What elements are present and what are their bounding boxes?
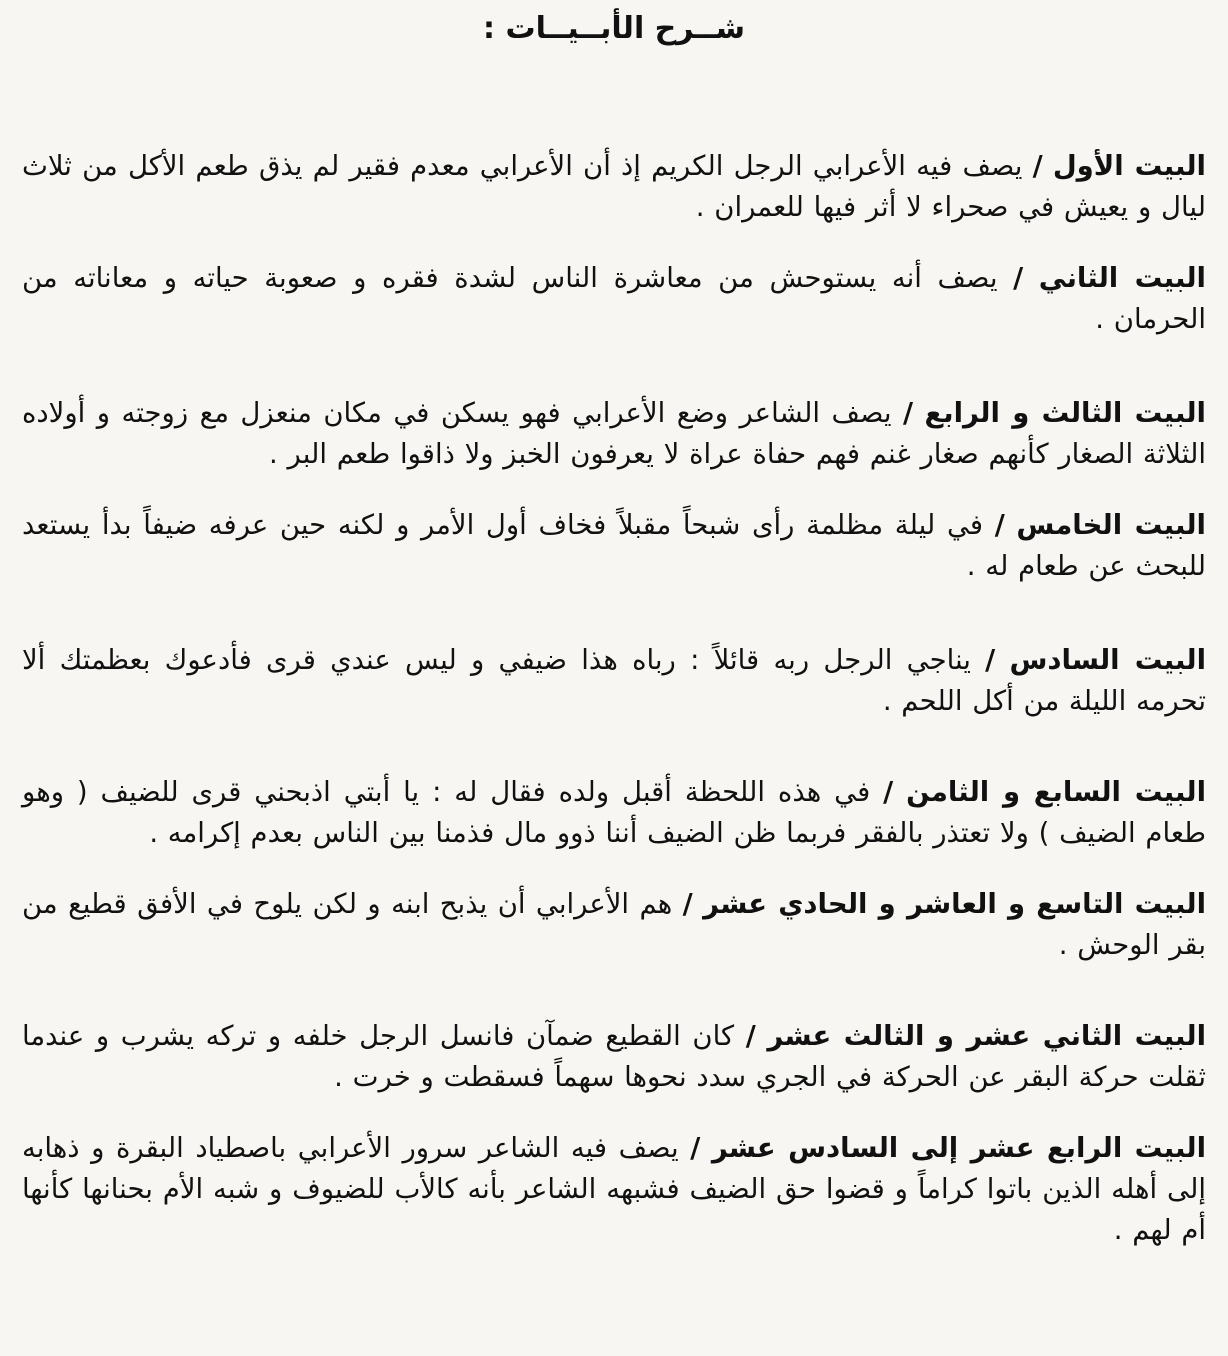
entry-verse-7-8 xyxy=(22,772,1206,854)
page-title: شــرح الأبــيــات : xyxy=(483,11,745,46)
entry-text: يناجي الرجل ربه قائلاً : رباه هذا ضيفي و ليس عندي قرى فأدعوك بعظمتك ألا تحرمه الليلة من أكل اللحم . xyxy=(22,644,1206,717)
entry-label: البيت الأول xyxy=(1052,150,1206,182)
entry-label: البيت الثالث و الرابع xyxy=(924,397,1206,429)
entry-text: يصف فيه الأعرابي الرجل الكريم إذ أن الأعرابي معدم فقير لم يذق طعم الأكل من ثلاث ليال و يعيش في صحراء لا أثر فيها للعمران . xyxy=(22,150,1206,223)
entry-separator: / xyxy=(1032,150,1043,182)
entry-separator: / xyxy=(994,509,1005,541)
entry-separator: / xyxy=(682,888,693,920)
entry-verse-14-16 xyxy=(22,1128,1206,1251)
entry-verse-12-13 xyxy=(22,1016,1206,1098)
entry-verse-3-4 xyxy=(22,393,1206,475)
entry-separator: / xyxy=(883,776,894,808)
entry-label: البيت الرابع عشر إلى السادس عشر xyxy=(711,1132,1207,1164)
entry-separator: / xyxy=(1013,262,1024,294)
entry-label: البيت السادس xyxy=(1009,644,1207,676)
entry-separator: / xyxy=(902,397,914,429)
entry-text: في هذه اللحظة أقبل ولده فقال له : يا أبتي اذبحني قرى للضيف ( وهو طعام الضيف ) ولا تعتذر بالفقر فربما ظن الضيف أننا ذوو مال فذمنا بين الناس بعدم إكرامه . xyxy=(22,776,1206,849)
entry-verse-5 xyxy=(22,505,1206,587)
entry-label: البيت الثاني xyxy=(1038,262,1206,294)
entry-text: يصف أنه يستوحش من معاشرة الناس لشدة فقره و صعوبة حياته و معاناته من الحرمان . xyxy=(22,262,1206,335)
entry-separator: / xyxy=(745,1020,756,1052)
entry-text: يصف الشاعر وضع الأعرابي فهو يسكن في مكان منعزل مع زوجته و أولاده الثلاثة الصغار كأنهم صغار غنم فهم حفاة عراة لا يعرفون الخبز ولا ذاقوا طعم البر . xyxy=(22,397,1206,470)
entry-separator: / xyxy=(690,1132,701,1164)
entry-label: البيت الخامس xyxy=(1016,509,1206,541)
entry-text: هم الأعرابي أن يذبح ابنه و لكن يلوح في الأفق قطيع من بقر الوحش . xyxy=(22,888,1206,961)
entry-verse-9-11 xyxy=(22,884,1206,966)
entry-verse-6 xyxy=(22,640,1206,722)
entry-text: في ليلة مظلمة رأى شبحاً مقبلاً فخاف أول الأمر و لكنه حين عرفه ضيفاً بدأ يستعد للبحث عن طعام له . xyxy=(22,509,1206,582)
entry-verse-2 xyxy=(22,258,1206,340)
entry-text: يصف فيه الشاعر سرور الأعرابي باصطياد البقرة و ذهابه إلى أهله الذين باتوا كراماً و قضوا حق الضيف فشبهه الشاعر بأنه كالأب للضيوف و شبه الأم بحنانها كأنها أم لهم . xyxy=(22,1132,1206,1246)
entry-text: كان القطيع ضمآن فانسل الرجل خلفه و تركه يشرب و عندما ثقلت حركة البقر عن الحركة في الجري سدد نحوها سهماً فسقطت و خرت . xyxy=(22,1020,1206,1093)
entry-separator: / xyxy=(985,644,996,676)
entry-label: البيت السابع و الثامن xyxy=(906,776,1207,808)
entry-verse-1 xyxy=(22,146,1206,228)
entry-label: البيت التاسع و العاشر و الحادي عشر xyxy=(703,888,1206,920)
entry-label: البيت الثاني عشر و الثالث عشر xyxy=(767,1020,1206,1052)
